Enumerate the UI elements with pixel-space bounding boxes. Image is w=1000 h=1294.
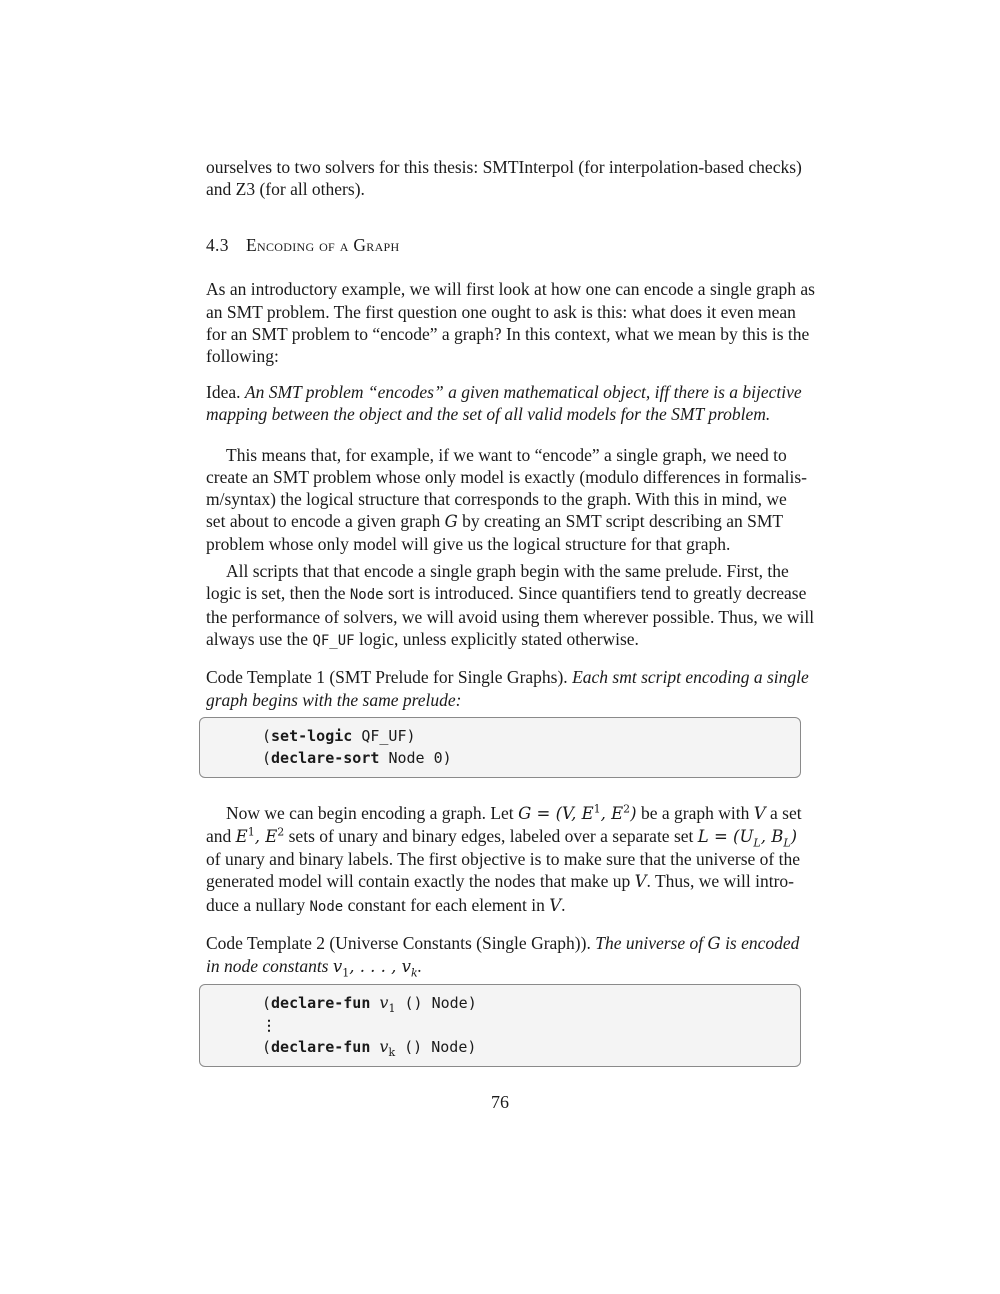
text-line: create an SMT problem whose only model is exactly (modulo differences in formalis- — [206, 466, 807, 487]
idea-text: mapping between the object and the set of all valid models for the SMT problem. — [206, 404, 771, 425]
code-template-1-caption — [206, 666, 809, 710]
paragraph-encode-meaning — [206, 444, 807, 556]
text-line: Now we can begin encoding a graph. Let G = (V, $E^1$, $E^2$) be a graph with V a set — [226, 802, 802, 823]
text-line: problem whose only model will give us the logical structure for that graph. — [206, 534, 731, 555]
page-number: 76 — [491, 1092, 509, 1112]
idea-label: Idea. — [206, 382, 241, 403]
text-line: following: — [206, 346, 279, 367]
text-line: generated model will contain exactly the nodes that make up V. Thus, we will intro- — [206, 871, 794, 892]
text-line: duce a nullary Node constant for each element in V. — [206, 894, 566, 915]
text-line: logic is set, then the Node sort is introduced. Since quantifiers tend to greatly decrease — [206, 582, 807, 603]
math-graph-def: G = (V, $E^1$, $E^2$) — [518, 802, 637, 823]
code-line: (set-logic QF_UF) — [262, 726, 416, 745]
template-text: The universe of G is encoded — [595, 932, 800, 953]
text-line: All scripts that that encode a single graph begin with the same prelude. First, the — [226, 560, 789, 581]
intro-line-1: ourselves to two solvers for this thesis: SMTInterpol (for interpolation-based checks) — [206, 157, 802, 177]
template-text: Each smt script encoding a single — [572, 667, 809, 688]
code-block-prelude — [199, 717, 801, 778]
code-line-vdots: ⋮ — [262, 1018, 276, 1035]
inline-code-node: Node — [349, 586, 384, 603]
text-line: set about to encode a given graph G by creating an SMT script describing an SMT — [206, 511, 784, 532]
math-edges: $E^1$, $E^2$ — [235, 825, 285, 847]
inline-code-qf-uf: QF_UF — [312, 633, 355, 650]
code-block-universe-constants — [199, 984, 801, 1067]
template-label: Code Template 2 (Universe Constants (Single Graph)). — [206, 932, 591, 953]
paragraph-intro-example — [206, 278, 815, 367]
text-line: for an SMT problem to “encode” a graph? In this context, what we mean by this is the — [206, 323, 810, 344]
text-line: an SMT problem. The first question one ought to ask is this: what does it even mean — [206, 301, 796, 322]
paragraph-prelude — [206, 560, 815, 653]
code-line: (declare-sort Node 0) — [262, 748, 452, 767]
code-template-2-caption — [206, 932, 800, 980]
intro-line-2: and Z3 (for all others). — [206, 179, 365, 200]
inline-code-node: Node — [309, 898, 344, 915]
code-line: (declare-fun $v_k$ () Node) — [262, 1037, 477, 1060]
math-G: G — [444, 512, 458, 532]
template-text: graph begins with the same prelude: — [206, 689, 462, 710]
text-line: m/syntax) the logical structure that corresponds to the graph. With this in mind, we — [206, 489, 787, 510]
template-label: Code Template 1 (SMT Prelude for Single Graphs). — [206, 667, 568, 688]
section-number: 4.3 — [206, 235, 229, 256]
section-title: Encoding of a Graph — [246, 235, 400, 256]
page-body — [206, 156, 815, 1067]
text-line: This means that, for example, if we want to “encode” a single graph, we need to — [226, 444, 787, 465]
section-heading — [206, 234, 794, 256]
text-line: the performance of solvers, we will avoid using them wherever possible. Thus, we will — [206, 607, 815, 628]
text-line: always use the QF_UF logic, unless explicitly stated otherwise. — [206, 629, 639, 650]
idea-statement — [206, 381, 802, 425]
math-labels: $L = (U_L$, $B_L$) — [697, 827, 798, 850]
idea-text: An SMT problem “encodes” a given mathematical object, iff there is a bijective — [244, 382, 802, 403]
code-line: (declare-fun $v_1$ () Node) — [262, 993, 477, 1016]
paragraph-begin-encoding — [206, 802, 802, 918]
text-line: of unary and binary labels. The first objective is to make sure that the universe of the — [206, 849, 801, 870]
text-line: As an introductory example, we will first look at how one can encode a single graph as — [206, 279, 815, 300]
template-text: in node constants $v_1$, . . . , $v_k$. — [206, 956, 423, 980]
text-line: and $E^1$, $E^2$ sets of unary and binary edges, labeled over a separate set $L = (U_L$, $B_L$) — [206, 825, 798, 850]
